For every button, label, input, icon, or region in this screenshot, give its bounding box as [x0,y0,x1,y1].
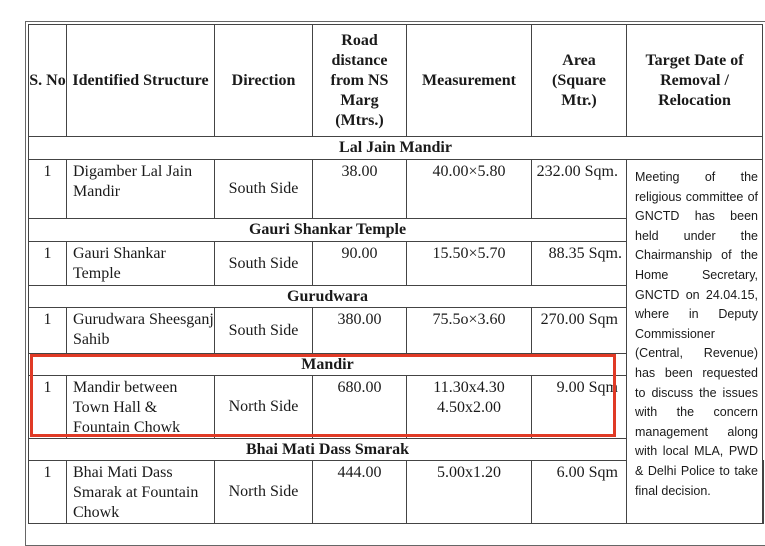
col-header-target-date: Target Date of Removal / Relocation [627,25,763,137]
sno-cell: 1 [29,242,67,286]
structure-cell: Digamber Lal Jain Mandir [67,160,215,219]
structure-cell: Gauri Shankar Temple [67,242,215,286]
section-row [29,137,764,160]
measurement-cell [407,376,532,439]
section-title: Gauri Shankar Temple [29,219,627,242]
measurement-cell: 5.00x1.20 [407,461,532,524]
area-cell: 270.00 Sqm [532,308,627,354]
measurement-cell: 15.50×5.70 [407,242,532,286]
col-header-direction: Direction [215,25,313,137]
col-header-structure: Identified Structure [67,25,215,137]
table-row [29,160,764,219]
direction-cell: South Side [215,160,313,219]
road-distance-cell: 680.00 [313,376,407,439]
measurement-cell: 75.5o×3.60 [407,308,532,354]
sno-cell: 1 [29,461,67,524]
area-cell: 9.00 Sqm [532,376,627,439]
direction-cell: North Side [215,461,313,524]
section-title: Lal Jain Mandir [29,137,763,160]
blank-cell [763,461,764,524]
sno-cell: 1 [29,308,67,354]
measurement-line: 4.50x2.00 [437,399,501,416]
area-cell: 6.00 Sqm [532,461,627,524]
section-title: Bhai Mati Dass Smarak [29,439,627,461]
road-distance-cell: 444.00 [313,461,407,524]
section-title: Gurudwara [29,286,627,308]
direction-cell: North Side [215,376,313,439]
road-distance-cell: 38.00 [313,160,407,219]
structure-cell: Mandir between Town Hall & Fountain Chowk [67,376,215,439]
header-row [29,25,764,137]
area-cell: 88.35 Sqm. [532,242,627,286]
structure-cell: Gurudwara Sheesganj Sahib [67,308,215,354]
target-date-note: Meeting of the religious committee of GNCTD has been held under the Chairmanship of the Home Secretary, GNCTD on 24.04.15, where in Deputy Commissioner (Central, Revenue) has been requested to discuss the issues with the concern management along with local MLA, PWD & Delhi Police to take final decision. [627,160,763,524]
road-distance-cell: 90.00 [313,242,407,286]
road-distance-cell: 380.00 [313,308,407,354]
section-title: Mandir [29,354,627,376]
structure-cell: Bhai Mati Dass Smarak at Fountain Chowk [67,461,215,524]
area-cell: 232.00 Sqm. [532,160,627,219]
sno-cell: 1 [29,160,67,219]
col-header-area: Area (Square Mtr.) [532,25,627,137]
col-header-road-distance: Road distance from NS Marg (Mtrs.) [313,25,407,137]
col-header-measurement: Measurement [407,25,532,137]
structures-table [28,24,764,524]
sno-cell: 1 [29,376,67,439]
col-header-sno: S. No [29,25,67,137]
direction-cell: South Side [215,308,313,354]
direction-cell: South Side [215,242,313,286]
measurement-line: 11.30x4.30 [433,379,505,396]
measurement-cell: 40.00×5.80 [407,160,532,219]
